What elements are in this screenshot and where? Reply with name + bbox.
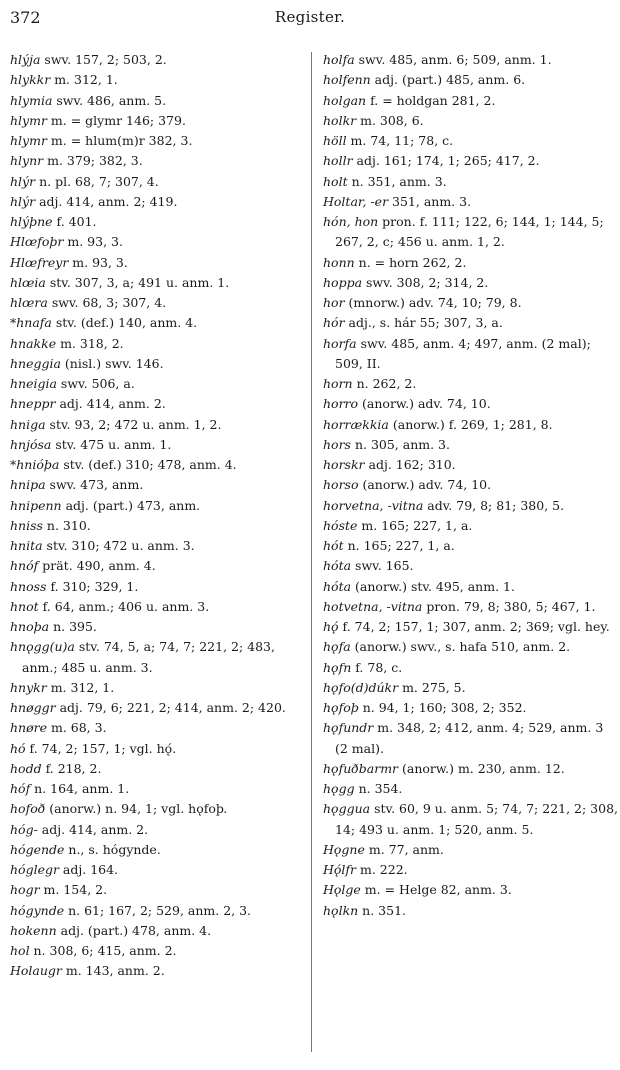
index-entry [323,415,619,435]
entry-headword: hneppr [10,396,56,412]
entry-references: swv. 506, a. [56,376,135,391]
index-entry [323,880,619,900]
index-entry [10,50,306,70]
entry-headword: hol [10,943,30,958]
entry-headword: hnakke [10,335,57,351]
index-entry [10,921,306,941]
entry-references: swv. 486, anm. 5. [52,92,167,108]
entry-headword: hǫgg [323,781,355,796]
entry-headword: hóf [10,781,31,796]
index-entry [323,212,619,253]
entry-headword: holkr [323,112,357,128]
index-entry [323,860,619,880]
index-entry [10,536,306,556]
index-entry [10,779,306,799]
entry-references: pron. 79, 8; 380, 5; 467, 1. [422,598,596,614]
index-entry [323,131,619,151]
index-entry [10,820,306,840]
entry-headword: hlynr [10,153,44,169]
entry-references: adj. (part.) 485, anm. 6. [370,72,526,88]
entry-headword: hǫfa [323,639,351,655]
entry-references: n. 61; 167, 2; 529, anm. 2, 3. [64,902,252,918]
entry-references: stv. 74, 5, a; 74, 7; 221, 2; 483, anm.; 485 u. anm. 3. [22,639,275,675]
index-entry [10,232,306,252]
entry-headword: hnipa [10,477,46,493]
left-column [10,50,306,982]
index-entry [323,536,619,556]
entry-references: m. 379; 382, 3. [43,153,143,169]
entry-headword: horskr [323,457,365,472]
index-entry [323,901,619,921]
entry-headword: *hnióþa [10,457,60,472]
entry-headword: hodd [10,760,42,776]
entry-headword: hór [323,315,345,331]
index-entry [10,840,306,860]
entry-references: m. 312, 1. [50,72,118,88]
entry-references: stv. 307, 3, a; 491 u. anm. 1. [45,274,230,290]
entry-headword: Hlœfoþr [10,234,64,250]
running-head: Register. [274,8,346,26]
entry-headword: Hǫlge [323,882,361,898]
entry-references: m. 318, 2. [56,335,124,351]
index-entry [10,192,306,212]
entry-headword: horfa [323,335,357,351]
entry-references: adv. 79, 8; 81; 380, 5. [423,497,565,513]
entry-references: m. 74, 11; 78, c. [346,133,454,148]
entry-headword: hogr [10,882,40,898]
index-entry [323,273,619,293]
right-column [323,50,619,921]
entry-headword: hǫfn [323,659,352,675]
index-entry [323,718,619,759]
index-entry [323,678,619,698]
entry-headword: hlymr [10,112,47,128]
index-entry [323,192,619,212]
index-entry [10,111,306,131]
entry-references: m. 77, anm. [364,841,444,857]
entry-references: adj. 162; 310. [364,457,456,472]
index-entry [10,415,306,435]
index-entry [10,799,306,819]
entry-references: (nisl.) swv. 146. [60,355,164,371]
entry-references: (anorw.) stv. 495, anm. 1. [351,578,515,594]
index-entry [323,91,619,111]
entry-references: m. 308, 6. [356,112,424,128]
index-entry [10,151,306,171]
entry-headword: hǫfuðbarmr [323,760,399,776]
entry-headword: hlýr [10,173,36,189]
entry-headword: hniss [10,517,43,533]
entry-references: m. 93, 3. [63,234,123,250]
index-entry [10,455,306,475]
index-entry [323,597,619,617]
index-entry [10,374,306,394]
entry-headword: hót [323,538,344,553]
entry-references: adj. (part.) 473, anm. [61,497,201,513]
entry-references: m. 154, 2. [39,882,108,898]
index-entry [323,577,619,597]
entry-headword: horn [323,376,353,391]
entry-headword: hnipenn [10,497,62,513]
entry-headword: hǫlkn [323,902,359,918]
entry-references: n. pl. 68, 7; 307, 4. [35,173,159,189]
index-entry [10,556,306,576]
entry-headword: Hǫ́lfr [323,862,357,877]
entry-headword: hlýr [10,193,36,209]
entry-references: adj. (part.) 478, anm. 4. [56,922,212,938]
entry-headword: horso [323,477,359,493]
entry-headword: hotvetna, -vitna [323,598,423,614]
entry-headword: hnøre [10,720,47,736]
entry-references: stv. (def.) 310; 478, anm. 4. [59,457,237,472]
index-entry [323,475,619,495]
page-number: 372 [10,8,41,27]
entry-headword: hlýþne [10,214,53,229]
entry-headword: hnykr [10,679,47,695]
entry-headword: hǫ́ [323,619,339,634]
entry-references: swv. 157, 2; 503, 2. [40,52,167,67]
index-entry [10,496,306,516]
entry-references: m. 222. [356,862,408,877]
index-entry [10,516,306,536]
entry-references: m. 275, 5. [398,679,466,695]
entry-references: (anorw.) adv. 74, 10. [358,477,492,493]
index-entry [10,91,306,111]
index-entry [10,880,306,900]
index-entry [10,901,306,921]
entry-references: n. 351, anm. 3. [347,173,447,189]
entry-references: m. = Helge 82, anm. 3. [360,882,512,898]
index-entry [323,637,619,657]
entry-references: n. 165; 227, 1, a. [343,538,455,553]
index-entry [10,941,306,961]
entry-headword: hniga [10,416,46,432]
entry-references: stv. 60, 9 u. anm. 5; 74, 7; 221, 2; 308, 14; 493 u. anm. 1; 520, anm. 5. [335,801,619,837]
index-entry [10,394,306,414]
entry-references: f. = holdgan 281, 2. [366,92,496,108]
entry-headword: hnjósa [10,436,52,452]
entry-references: adj. 414, anm. 2; 419. [35,193,178,209]
entry-references: adj. 414, anm. 2. [55,396,166,412]
entry-references: (anorw.) n. 94, 1; vgl. hǫfoþ. [45,801,228,817]
entry-headword: Holaugr [10,963,62,979]
index-entry [323,151,619,171]
index-entry [10,131,306,151]
index-entry [323,840,619,860]
entry-headword: hógende [10,841,65,857]
entry-references: adj. 164. [58,862,119,877]
entry-headword: hlymr [10,133,47,148]
index-entry [10,70,306,90]
index-entry [323,435,619,455]
entry-references: stv. 310; 472 u. anm. 3. [42,538,195,553]
index-entry [323,698,619,718]
entry-references: (anorw.) swv., s. hafa 510, anm. 2. [350,639,571,655]
entry-headword: hó [10,740,26,756]
entry-headword: höll [323,133,347,148]
index-entry [10,273,306,293]
entry-references: m. 143, anm. 2. [61,963,165,979]
entry-references: swv. 68, 3; 307, 4. [47,295,167,310]
index-entry [10,597,306,617]
entry-references: m. = glymr 146; 379. [46,112,186,128]
entry-references: m. 312, 1. [46,679,115,695]
entry-references: 351, anm. 3. [388,193,472,209]
index-entry [323,779,619,799]
entry-headword: holt [323,173,348,189]
entry-headword: hnoþa [10,619,50,634]
entry-references: (mnorw.) adv. 74, 10; 79, 8. [344,295,522,310]
entry-headword: hokenn [10,922,57,938]
index-entry [323,70,619,90]
entry-references: swv. 485, anm. 4; 497, anm. (2 mal); 509, II. [335,335,591,371]
entry-headword: holfa [323,52,355,67]
index-entry [10,334,306,354]
entry-headword: hóglegr [10,862,59,877]
entry-headword: hǫfo(d)dúkr [323,679,399,695]
index-entry [323,394,619,414]
entry-references: m. 93, 3. [68,254,128,270]
index-entry [323,50,619,70]
entry-headword: hnita [10,538,43,553]
entry-headword: hnóf [10,558,39,574]
index-entry [10,293,306,313]
entry-headword: horrækkia [323,416,389,432]
index-entry [10,313,306,333]
index-entry [323,556,619,576]
index-entry [10,860,306,880]
entry-headword: Hlœfreyr [10,254,69,270]
entry-headword: hóta [323,558,352,574]
index-entry [323,496,619,516]
entry-references: (anorw.) m. 230, anm. 12. [398,760,565,776]
entry-references: adj., s. hár 55; 307, 3, a. [344,315,503,331]
entry-headword: hneggia [10,355,61,371]
entry-headword: hlœra [10,295,48,310]
entry-references: n. 164, anm. 1. [30,781,130,796]
entry-headword: hlymia [10,92,53,108]
index-entry [323,516,619,536]
entry-headword: hón, hon [323,214,379,229]
entry-references: f. 218, 2. [41,760,102,776]
index-entry [323,172,619,192]
entry-references: n. 262, 2. [352,376,417,391]
index-entry [323,617,619,637]
entry-references: n., s. hógynde. [64,841,161,857]
entry-headword: Hǫgne [323,841,365,857]
entry-headword: hnot [10,598,39,614]
entry-headword: hóta [323,578,352,594]
entry-headword: honn [323,254,355,270]
entry-references: stv. 475 u. anm. 1. [51,436,172,452]
entry-headword: hóste [323,517,358,533]
entry-references: pron. f. 111; 122, 6; 144, 1; 144, 5; 267, 2, c; 456 u. anm. 1, 2. [335,214,604,250]
entry-references: adj. 161; 174, 1; 265; 417, 2. [352,153,540,169]
index-entry [10,739,306,759]
entry-headword: hneigia [10,376,57,391]
entry-references: n. 94, 1; 160; 308, 2; 352. [358,700,527,715]
column-divider [311,52,312,1052]
entry-headword: hor [323,295,345,310]
entry-references: prät. 490, anm. 4. [38,558,156,574]
entry-references: n. = horn 262, 2. [354,254,467,270]
entry-references: f. 74, 2; 157, 1; 307, anm. 2; 369; vgl. hey. [338,619,610,634]
index-entry [10,698,306,718]
entry-references: n. 351. [358,902,407,918]
index-entry [323,759,619,779]
index-entry [10,961,306,981]
entry-headword: *hnafa [10,315,52,331]
entry-references: m. 68, 3. [47,720,107,736]
entry-references: f. 78, c. [351,659,403,675]
entry-references: f. 310; 329, 1. [46,578,139,594]
index-entry [323,455,619,475]
entry-headword: hors [323,436,351,452]
entry-references: (anorw.) f. 269, 1; 281, 8. [388,416,553,432]
entry-references: n. 395. [49,619,97,634]
entry-headword: hofoð [10,801,46,817]
index-entry [323,253,619,273]
index-entry [10,253,306,273]
index-entry [323,293,619,313]
entry-headword: hnǫgg(u)a [10,639,75,655]
entry-references: adj. 414, anm. 2. [37,821,149,837]
entry-headword: hlýja [10,52,41,67]
index-entry [323,374,619,394]
index-entry [323,313,619,333]
index-entry [10,759,306,779]
entry-references: n. 305, anm. 3. [350,436,450,452]
entry-references: m. = hlum(m)r 382, 3. [46,133,193,148]
entry-references: f. 74, 2; 157, 1; vgl. hǫ́. [25,740,177,756]
entry-references: n. 310. [42,517,91,533]
entry-references: (anorw.) adv. 74, 10. [358,396,491,412]
entry-references: m. 165; 227, 1, a. [357,517,473,533]
entry-headword: hollr [323,153,353,169]
index-entry [323,334,619,375]
index-entry [10,212,306,232]
index-entry [10,172,306,192]
index-entry [323,799,619,840]
entry-references: swv. 308, 2; 314, 2. [362,274,489,290]
entry-references: stv. 93, 2; 472 u. anm. 1, 2. [45,416,222,432]
entry-headword: horro [323,396,359,412]
entry-references: m. 348, 2; 412, anm. 4; 529, anm. 3 (2 mal). [335,720,604,756]
index-entry [10,435,306,455]
entry-references: stv. (def.) 140, anm. 4. [51,315,198,331]
index-entry [10,617,306,637]
entry-references: swv. 485, anm. 6; 509, anm. 1. [354,52,552,67]
index-entry [10,637,306,678]
index-entry [323,111,619,131]
entry-headword: Holtar, -er [323,193,389,209]
entry-headword: hǫfundr [323,720,374,736]
index-entry [10,354,306,374]
index-entry [10,678,306,698]
entry-references: adj. 79, 6; 221, 2; 414, anm. 2; 420. [55,700,286,715]
entry-headword: hoppa [323,274,363,290]
entry-references: n. 354. [354,781,403,796]
entry-references: f. 401. [52,214,97,229]
entry-references: swv. 165. [351,558,414,574]
entry-headword: hlœia [10,274,46,290]
entry-headword: holfenn [323,72,371,88]
entry-headword: hógynde [10,902,65,918]
index-entry [10,475,306,495]
entry-headword: holgan [323,92,367,108]
entry-headword: hóg- [10,821,38,837]
index-entry [10,718,306,738]
entry-headword: horvetna, -vitna [323,497,424,513]
entry-headword: hǫggua [323,801,371,817]
entry-references: n. 308, 6; 415, anm. 2. [29,943,177,958]
entry-headword: hnøggr [10,700,56,715]
entry-references: f. 64, anm.; 406 u. anm. 3. [38,598,210,614]
entry-headword: hnoss [10,578,47,594]
entry-references: swv. 473, anm. [45,477,144,493]
index-entry [323,658,619,678]
entry-headword: hǫfoþ [323,700,359,715]
index-entry [10,577,306,597]
entry-headword: hlykkr [10,72,51,88]
